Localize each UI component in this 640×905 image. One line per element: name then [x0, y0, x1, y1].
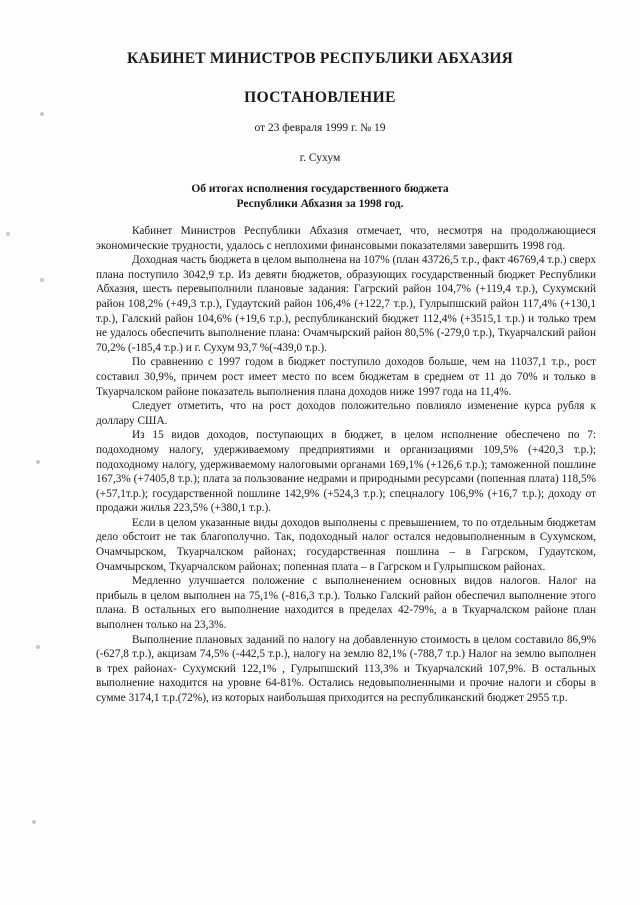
scan-speck — [6, 232, 10, 236]
document-body — [96, 224, 596, 706]
body-paragraph: По сравнению с 1997 годом в бюджет поступило доходов больше, чем на 11037,1 т.р., рост составил 30,9%, причем рост имеет место по всем бюджетам в среднем от 11 до 70% и только в Ткуарчалском районе показатель выполнения плана доходов ниже 1997 года на 11,4%. — [96, 356, 596, 398]
scan-speck — [40, 278, 44, 282]
organization-title: КАБИНЕТ МИНИСТРОВ РЕСПУБЛИКИ АБХАЗИЯ — [126, 50, 514, 67]
scan-speck — [36, 645, 40, 649]
body-paragraph: Следует отметить, что на рост доходов положительно повлияло изменение курса рубля к доллару США. — [96, 400, 596, 427]
scan-speck — [32, 820, 36, 824]
body-paragraph: Кабинет Министров Республики Абхазия отмечает, что, несмотря на продолжающиеся экономические трудности, удалось с неплохими финансовыми показателями завершить 1998 год. — [96, 225, 596, 252]
scan-speck — [36, 460, 40, 464]
body-paragraph: Выполнение плановых заданий по налогу на добавленную стоимость в целом составило 86,9% (-627,8 т.р.), акцизам 74,5% (-442,5 т.р.), налогу на землю 82,1% (-788,7 т.р.) Налог на землю выполнен в трех районах- Сухумский 122,1% , Гулрыпшский 113,3% и Ткуарчалский 107,9%. В остальных выполнение находится на уровне 64-81%. Остались недовыполненными и прочие налоги и сборы в сумме 3174,1 т.р.(72%), из которых наибольшая приходится на республиканский бюджет 2955 т.р. — [96, 633, 596, 704]
scan-speck — [40, 112, 44, 116]
body-paragraph: Если в целом указанные виды доходов выполнены с превышением, то по отдельным бюджетам дело обстоит не так благополучно. Так, подоходный налог остался недовыполненным в Сухумском, Очамчырском, Ткуарчалском районах; государственная пошлина – в Гагрском, Гудаутском, Очамчырском, Ткуарчалском районах; попенная плата – в Гагрском и Гулрыпшском районах. — [96, 516, 596, 573]
subject-line-1: Об итогах исполнения государственного бюджета — [191, 183, 449, 195]
body-paragraph: Доходная часть бюджета в целом выполнена на 107% (план 43726,5 т.р., факт 46769,4 т.р.) сверх плана поступило 3042,9 т.р. Из девяти бюджетов, образующих государственный бюджет Республики Абхазия, шесть перевыполнили плановые задания: Гагрский район 104,7% (+119,4 т.р.), Сухумский район 108,2% (+49,3 т.р.), Гудаутский район 106,4% (+122,7 т.р.), Гулрыпшский район 117,4% (+130,1 т.р.), Галский район 104,6% (+19,6 т.р.), республиканский бюджет 112,4% (+3515,1 т.р.) и только трем не удалось обеспечить выполнение плана: Очамчырский район 80,5% (-279,0 т.р.), Ткуарчалский район 70,2% (-185,4 т.р.) и г. Сухум 93,7 %(-439,0 т.р.). — [96, 254, 596, 354]
body-paragraph: Медленно улучшается положение с выполненением основных видов налогов. Налог на прибыль в целом выполнен на 75,1% (-816,3 т.р.). Только Галский район обеспечил выполнение этого плана. В остальных его выполнение находится в пределах 42-79%, а в Ткуарчалском районе план выполнен только на 23,3%. — [96, 575, 596, 632]
document-type-heading: ПОСТАНОВЛЕНИЕ — [244, 89, 396, 106]
document-city: г. Сухум — [299, 152, 341, 164]
body-paragraph: Из 15 видов доходов, поступающих в бюджет, в целом исполнение обеспечено по 7: подоходному налогу, удерживаемому предприятиями и организациями 109,5% (+420,3 т.р.); подоходному налогу, удерживаемому налоговыми органами 169,1% (+126,6 т.р.); таможенной пошлине 167,3% (+7405,8 т.р.); плата за пользование недрами и природными ресурсами (попенная плата) 118,5% (+57,1т.р.); государственной пошлине 142,9% (+524,3 т.р.); спецналогу 106,9% (+16,7 т.р.); доходу от продажи жилья 223,5% (+380,1 т.р.). — [96, 429, 596, 515]
subject-line-2: Республики Абхазия за 1998 год. — [236, 198, 404, 210]
document-date-number: от 23 февраля 1999 г. № 19 — [254, 122, 386, 134]
document-subject — [0, 182, 640, 212]
